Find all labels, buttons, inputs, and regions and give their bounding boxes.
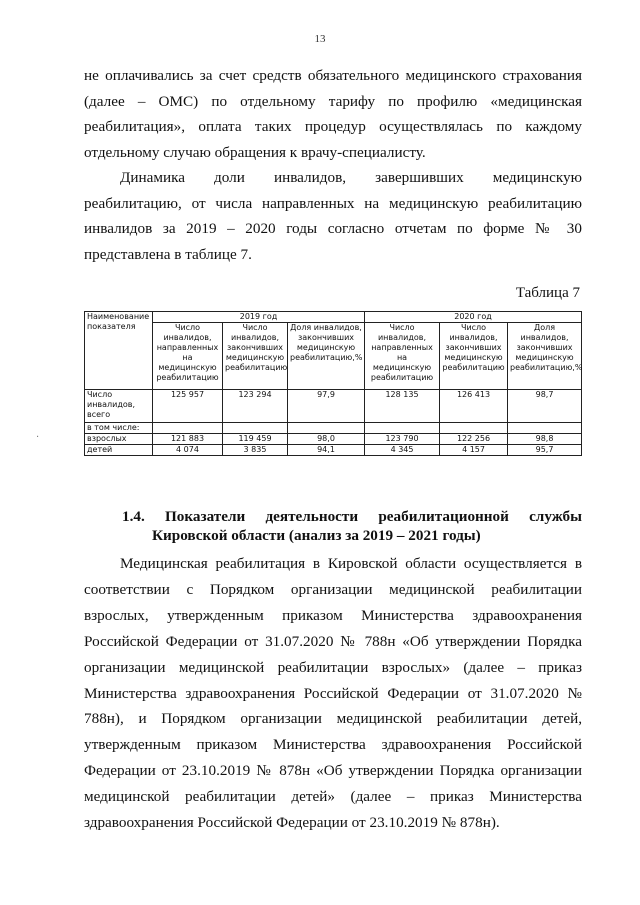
section-heading-line2: Кировской области (анализ за 2019 – 2021 годы) [152,527,481,544]
col-2020-completed: Число инвалидов, закончивших медицинскую реабилитацию [440,323,508,390]
cell-total-2020-share: 98,7 [508,390,582,423]
cell-children-2020-directed: 4 345 [365,445,440,456]
cell-children-2020-share: 95,7 [508,445,582,456]
section-number: 1.4. [122,508,145,525]
cell-adults-2019-share: 98,0 [288,434,365,445]
col-2019-directed: Число инвалидов, направленных на медицинскую реабилитацию [153,323,223,390]
cell-adults-2020-completed: 122 256 [440,434,508,445]
table-row-total [85,390,582,423]
cell-children-2019-share: 94,1 [288,445,365,456]
paragraph-oms: не оплачивались за счет средств обязательного медицинского страхования (далее – ОМС) по отдельному тарифу по профилю «медицинская реабилитация», оплата таких процедур осуществлялась по каждому отдельному случаю обращения к врачу-специалисту. [84,67,582,161]
row-label-children: детей [85,445,153,456]
section-heading-line1 [122,507,582,526]
row-label-adults: взрослых [85,434,153,445]
cell-total-2020-completed: 126 413 [440,390,508,423]
row-header-cell: Наименование показателя [85,312,153,390]
table-row-adults [85,434,582,445]
table-row-including [85,423,582,434]
cell-adults-2020-share: 98,8 [508,434,582,445]
col-2019-completed: Число инвалидов, закончивших медицинскую реабилитацию [223,323,288,390]
row-label-including: в том числе: [85,423,153,434]
section-title-word: реабилитационной [378,508,509,525]
paragraph-rehab-order: Медицинская реабилитация в Кировской области осуществляется в соответствии с Порядком организации медицинской реабилитации взрослых, утвержденным приказом Министерства здравоохранения Российской Федерации от 31.07.2020 № 788н «Об утверждении Порядка организации медицинской реабилитации взрослых» (далее – приказ Министерства здравоохранения Российской Федерации от 31.07.2020 № 788н), и Порядком организации медицинской реабилитации детей, утвержденным приказом Министерства здравоохранения Российской Федерации от 23.10.2019 № 878н «Об утверждении Порядка организации медицинской реабилитации детей» (далее – приказ Министерства здравоохранения Российской Федерации от 23.10.2019 № 878н). [84,555,582,832]
cell-children-2019-completed: 3 835 [223,445,288,456]
section-title-word: службы [529,508,582,525]
cell-adults-2019-completed: 119 459 [223,434,288,445]
cell-children-2020-completed: 4 157 [440,445,508,456]
rehabilitation-table [84,311,582,456]
cell-total-2019-completed: 123 294 [223,390,288,423]
cell-total-2019-directed: 125 957 [153,390,223,423]
col-2020-share: Доля инвалидов, закончивших медицинскую реабилитацию,% [508,323,582,390]
page-number: 13 [314,33,326,45]
col-2019-share: Доля инвалидов, закончивших медицинскую реабилитацию,% [288,323,365,390]
table-row-children [85,445,582,456]
section-heading [122,507,582,545]
cell-total-2019-share: 97,9 [288,390,365,423]
cell-total-2020-directed: 128 135 [365,390,440,423]
cell-adults-2020-directed: 123 790 [365,434,440,445]
row-label-total: Число инвалидов, всего [85,390,153,423]
year-2020-header: 2020 год [365,312,582,323]
section-title-word: Показатели [164,508,246,525]
cell-children-2019-directed: 4 074 [153,445,223,456]
col-2020-directed: Число инвалидов, направленных на медицинскую реабилитацию [365,323,440,390]
cell-adults-2019-directed: 121 883 [153,434,223,445]
section-title-word: деятельности [265,508,359,525]
margin-mark: · [36,432,40,443]
table-caption: Таблица 7 [515,285,580,301]
year-2019-header: 2019 год [153,312,365,323]
paragraph-dynamics: Динамика доли инвалидов, завершивших медицинскую реабилитацию, от числа направленных на медицинскую реабилитацию инвалидов за 2019 – 2020 годы согласно отчетам по форме № 30 представлена в таблице 7. [84,169,582,263]
